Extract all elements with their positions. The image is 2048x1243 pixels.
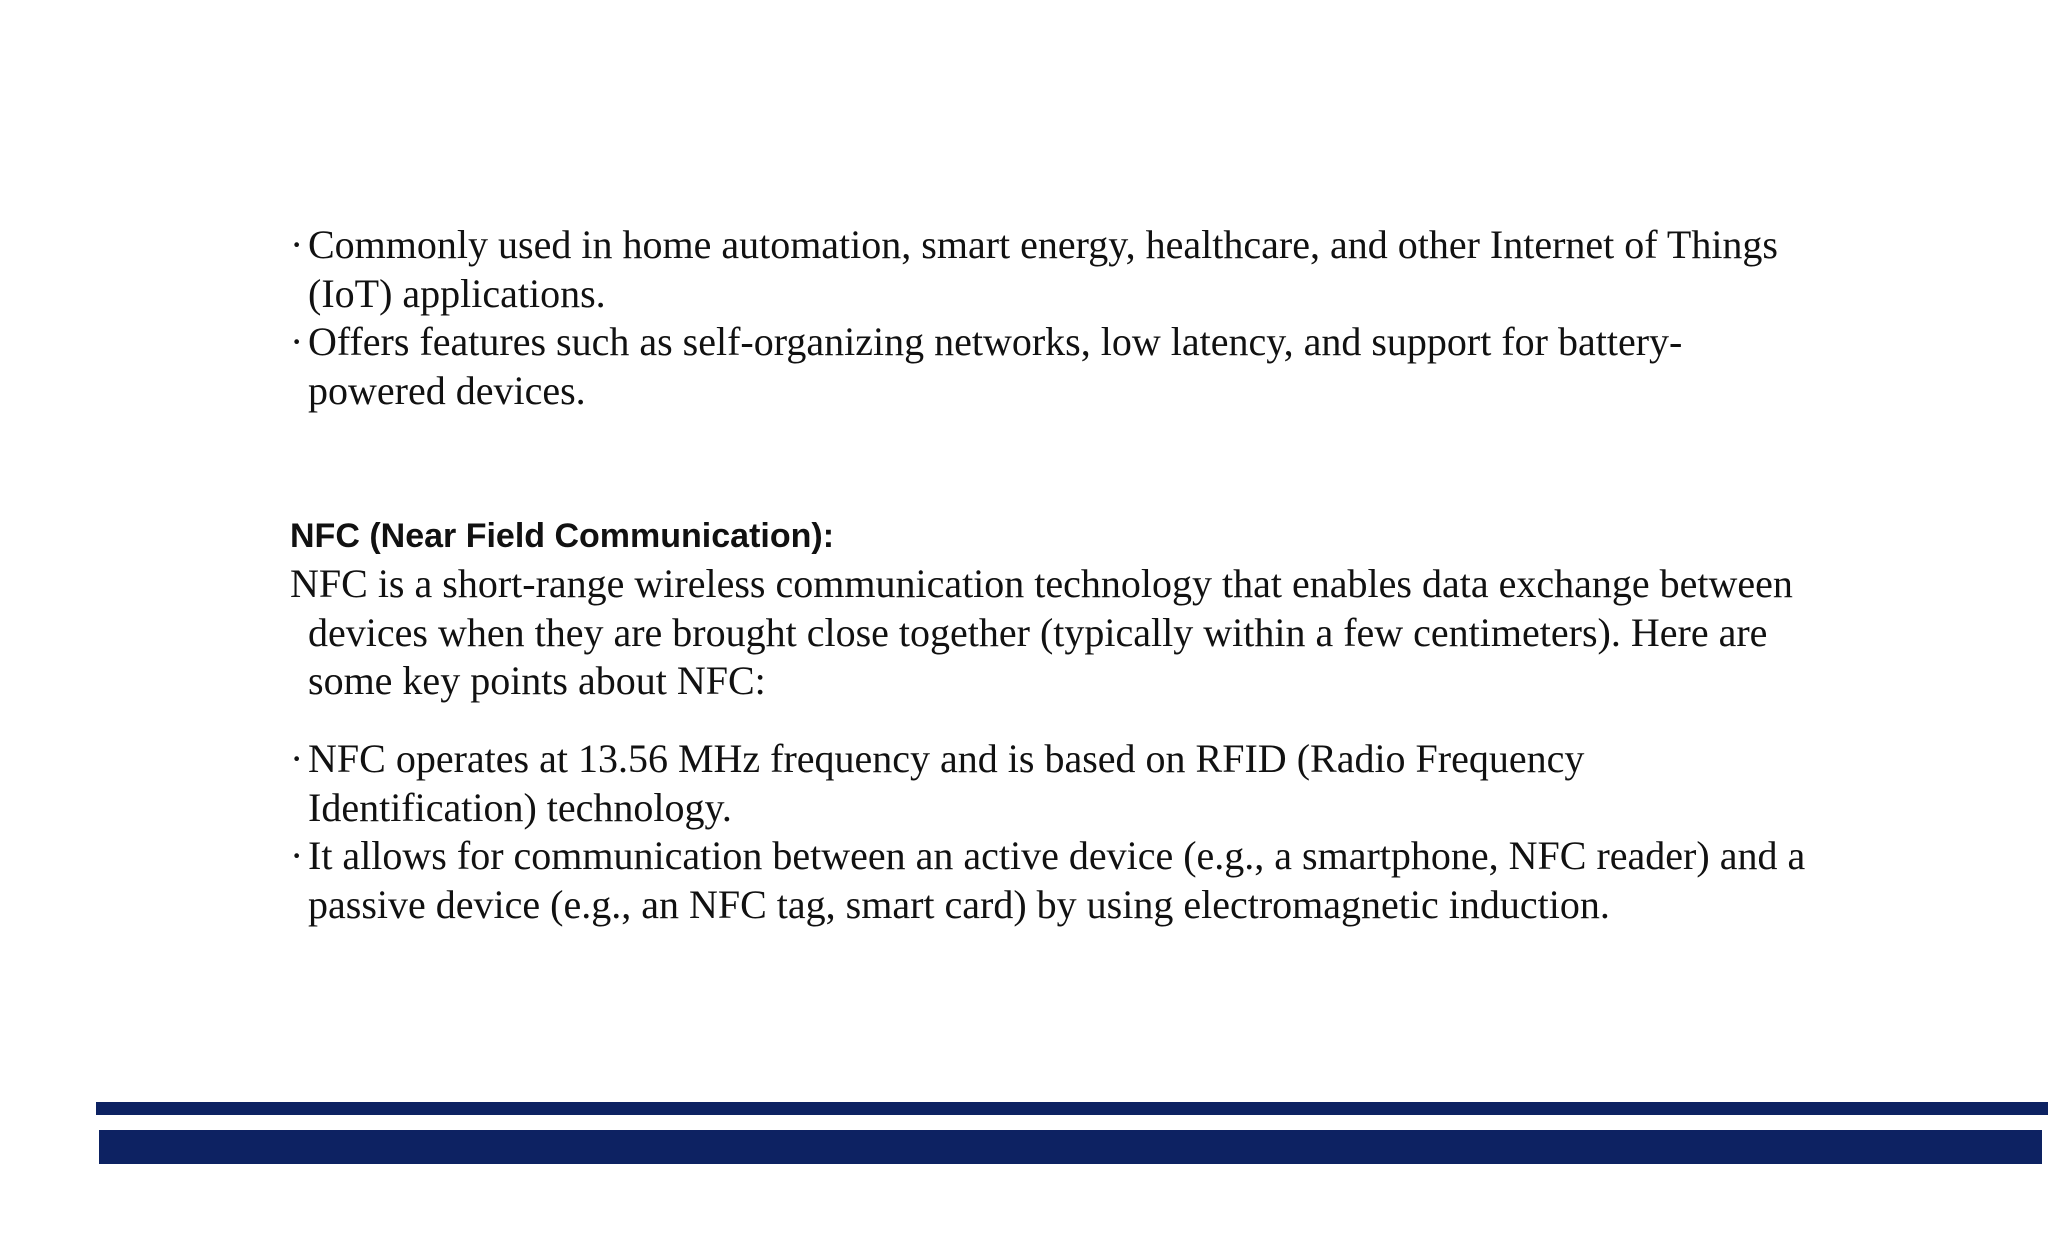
bullet-text: Commonly used in home automation, smart energy, healthcare, and other Internet of Things (IoT) applications.: [308, 222, 1778, 316]
bullet-dot: ·: [290, 833, 304, 878]
footer-bar-thin: [96, 1102, 2048, 1115]
bullet-item: [290, 832, 1850, 929]
bullet-text: It allows for communication between an active device (e.g., a smartphone, NFC reader) and a passive device (e.g., an NFC tag, smart card) by using electromagnetic induction.: [308, 833, 1806, 927]
bullet-dot: ·: [290, 319, 304, 364]
bullet-item: [290, 221, 1850, 318]
intro-paragraph: NFC is a short-range wireless communication technology that enables data exchange between devices when they are brought close together (typically within a few centimeters). Here are some key points about NFC:: [290, 561, 1793, 703]
bullet-item: [290, 318, 1850, 415]
bullet-dot: ·: [290, 222, 304, 267]
section-heading: NFC (Near Field Communication):: [290, 517, 835, 555]
bullet-item: [290, 735, 1850, 832]
bullet-dot: ·: [290, 736, 304, 781]
bullet-text: Offers features such as self-organizing networks, low latency, and support for battery-powered devices.: [308, 319, 1683, 413]
bullet-text: NFC operates at 13.56 MHz frequency and is based on RFID (Radio Frequency Identification) technology.: [308, 736, 1585, 830]
footer-bar-thick: [99, 1130, 2042, 1164]
